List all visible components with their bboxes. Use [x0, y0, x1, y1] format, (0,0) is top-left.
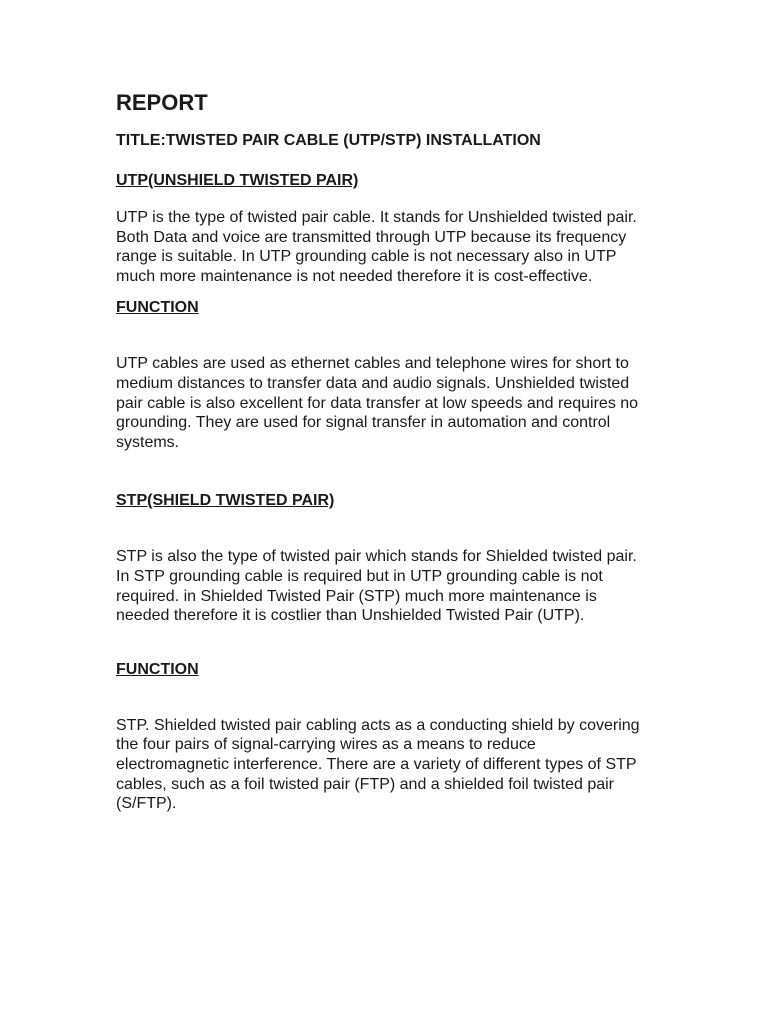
document-page	[116, 86, 650, 814]
section-heading-utp-function: FUNCTION	[116, 299, 199, 317]
section-heading-stp: STP(SHIELD TWISTED PAIR)	[116, 492, 335, 510]
section-heading-utp: UTP(UNSHIELD TWISTED PAIR)	[116, 172, 359, 189]
paragraph-utp: UTP is the type of twisted pair cable. It stands for Unshielded twisted pair. Both Data and voice are transmitted through UTP because its frequency range is suitable. In UTP grounding cable is not necessary also in UTP much more maintenance is not needed therefore it is cost-effective.	[116, 209, 637, 285]
paragraph-stp-function: STP. Shielded twisted pair cabling acts as a conducting shield by covering the four pairs of signal-carrying wires as a means to reduce electromagnetic interference. There are a variety of different types of STP cables, such as a foil twisted pair (FTP) and a shielded foil twisted pair (S/FTP).	[116, 716, 640, 813]
report-title: TITLE:TWISTED PAIR CABLE (UTP/STP) INSTALLATION	[116, 132, 541, 149]
section-heading-stp-function: FUNCTION	[116, 660, 199, 678]
document-heading: REPORT	[116, 90, 208, 115]
paragraph-stp: STP is also the type of twisted pair which stands for Shielded twisted pair. In STP grounding cable is required but in UTP grounding cable is not required. in Shielded Twisted Pair (STP) much more maintenance is needed therefore it is costlier than Unshielded Twisted Pair (UTP).	[116, 548, 637, 625]
paragraph-utp-function: UTP cables are used as ethernet cables and telephone wires for short to medium distances to transfer data and audio signals. Unshielded twisted pair cable is also excellent for data transfer at low speeds and requires no grounding. They are used for signal transfer in automation and control systems.	[116, 355, 639, 451]
